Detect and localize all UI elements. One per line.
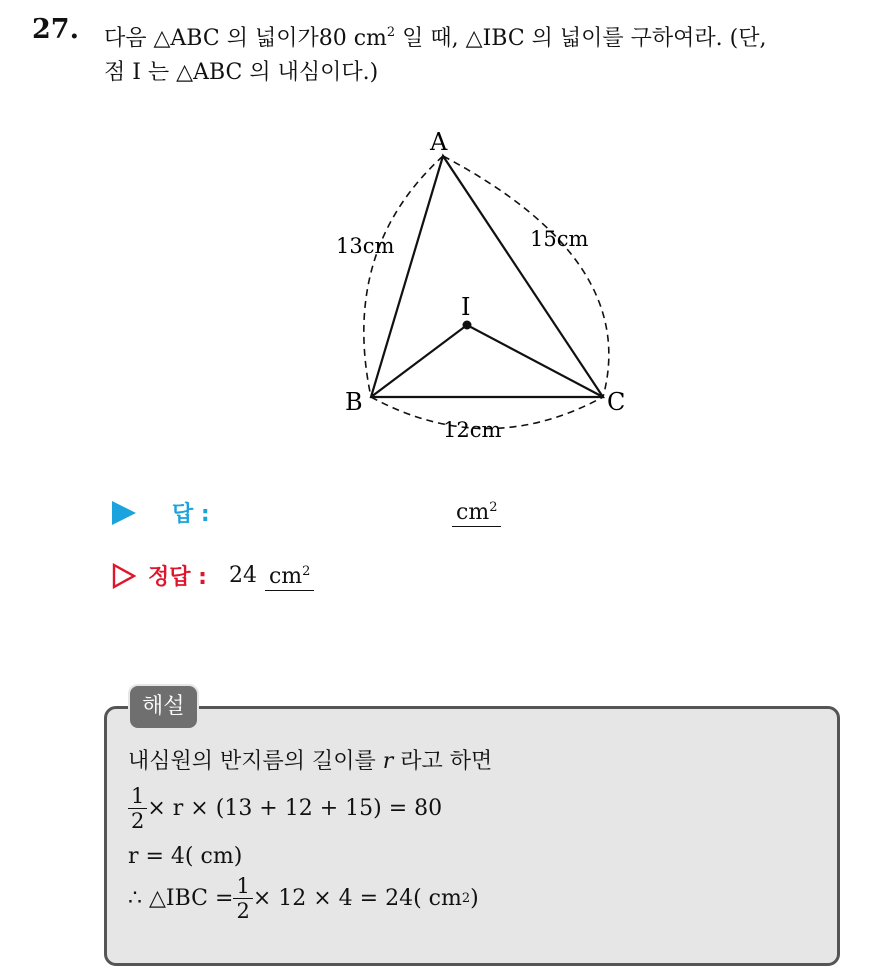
correct-value: 24 — [228, 563, 257, 588]
solution-equation-3: ∴ △IBC = $\frac{1}{2}$ × 12 × 4 = 24( cm 2 ) — [128, 874, 479, 923]
solution-equation-2: r = 4( cm) — [128, 844, 243, 869]
question-line1-sup: 2 — [386, 25, 396, 40]
correct-label: 정답 : — [148, 565, 207, 590]
question-line1: 다음 △ABC 의 넓이가80 cm — [104, 26, 387, 51]
correct-answer-row — [112, 560, 314, 591]
answer-unit-field[interactable] — [452, 497, 501, 527]
question-number: 27. — [32, 14, 79, 45]
vertex-c: C — [607, 388, 626, 416]
side-bc-label: 12cm — [443, 418, 502, 442]
vertex-b: B — [345, 388, 363, 416]
fraction-half-2: $\frac{1}{2}$ — [233, 874, 252, 923]
question-line1-rest: 일 때, △IBC 의 넓이를 구하여라. (단, — [395, 26, 767, 51]
correct-marker-icon — [112, 563, 136, 589]
side-ac-label: 15cm — [530, 227, 589, 251]
answer-label: 답 : — [172, 502, 210, 527]
answer-unit: $cm^2$ — [452, 497, 501, 527]
triangle-figure — [320, 120, 640, 450]
vertex-a: A — [430, 128, 448, 156]
question-line2: 점 I 는 △ABC 의 내심이다.) — [104, 60, 379, 85]
incenter-label: I — [461, 293, 471, 321]
solution-line-1: 내심원의 반지름의 길이를 r 라고 하면 — [128, 749, 493, 774]
fraction-half: $\frac{1}{2}$ — [128, 784, 147, 833]
incenter-lines — [371, 325, 603, 397]
solution-tag: 해설 — [128, 684, 199, 730]
incenter-point — [463, 321, 472, 330]
answer-row — [112, 497, 210, 528]
question-text — [104, 16, 864, 90]
answer-marker-icon — [112, 501, 136, 525]
solution-equation-1: $\frac{1}{2}$ × r × (13 + 12 + 15) = 80 — [128, 784, 442, 833]
side-ab-label: 13cm — [336, 234, 395, 258]
triangle-abc — [371, 156, 603, 397]
correct-unit: $cm^2$ — [265, 561, 314, 591]
